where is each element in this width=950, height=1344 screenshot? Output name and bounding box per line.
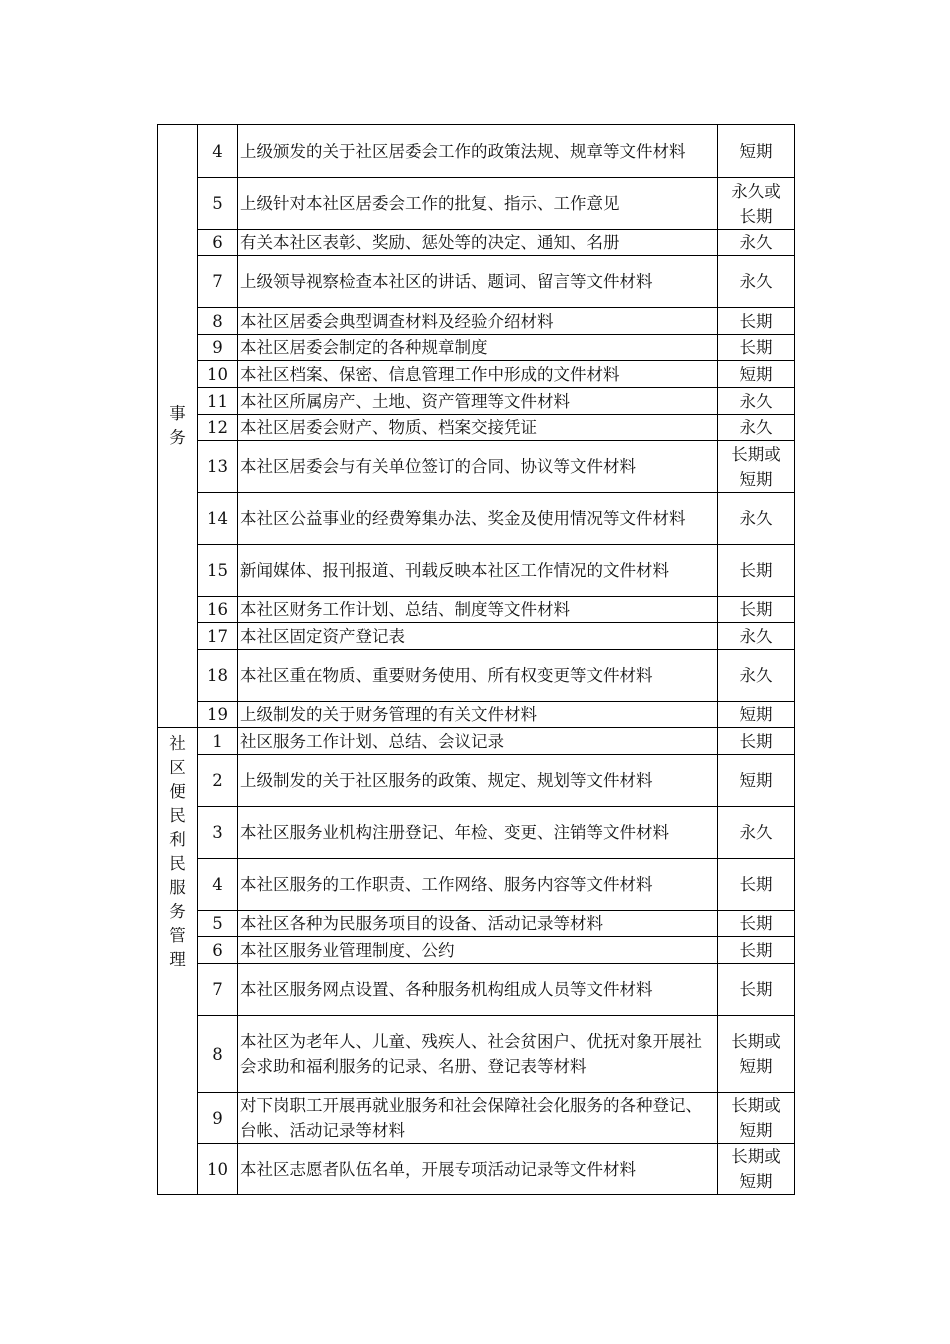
document-description: 本社区财务工作计划、总结、制度等文件材料 [238, 597, 718, 623]
records-retention-table [157, 124, 795, 1195]
retention-term: 永久 [718, 388, 795, 415]
table-row [158, 1144, 795, 1195]
table-row [158, 1016, 795, 1093]
table-row [158, 415, 795, 441]
retention-term: 长期 [718, 308, 795, 335]
table-row [158, 911, 795, 937]
row-number: 5 [198, 911, 238, 937]
table-row [158, 125, 795, 178]
table-row [158, 361, 795, 388]
retention-term: 长期 [718, 597, 795, 623]
row-number: 18 [198, 650, 238, 702]
row-number: 9 [198, 335, 238, 361]
document-description: 本社区居委会制定的各种规章制度 [238, 335, 718, 361]
document-description: 本社区固定资产登记表 [238, 623, 718, 650]
table-row [158, 441, 795, 493]
document-description: 本社区重在物质、重要财务使用、所有权变更等文件材料 [238, 650, 718, 702]
retention-term: 长期 [718, 728, 795, 755]
document-description: 上级制发的关于财务管理的有关文件材料 [238, 702, 718, 728]
table-row [158, 493, 795, 545]
retention-term: 长期或 短期 [718, 1144, 795, 1195]
document-description: 本社区服务的工作职责、工作网络、服务内容等文件材料 [238, 859, 718, 911]
row-number: 3 [198, 807, 238, 859]
row-number: 1 [198, 728, 238, 755]
table-row [158, 755, 795, 807]
row-number: 4 [198, 125, 238, 178]
retention-term: 短期 [718, 702, 795, 728]
table-row [158, 388, 795, 415]
retention-term: 永久 [718, 230, 795, 256]
retention-term: 长期 [718, 335, 795, 361]
retention-term: 长期 [718, 859, 795, 911]
retention-term: 永久 [718, 623, 795, 650]
retention-term: 短期 [718, 125, 795, 178]
retention-term: 长期 [718, 964, 795, 1016]
table-row [158, 807, 795, 859]
retention-term: 永久或 长期 [718, 178, 795, 230]
table-row [158, 859, 795, 911]
row-number: 9 [198, 1093, 238, 1144]
document-description: 本社区居委会与有关单位签订的合同、协议等文件材料 [238, 441, 718, 493]
document-description: 本社区档案、保密、信息管理工作中形成的文件材料 [238, 361, 718, 388]
row-number: 13 [198, 441, 238, 493]
row-number: 14 [198, 493, 238, 545]
row-number: 8 [198, 1016, 238, 1093]
row-number: 5 [198, 178, 238, 230]
retention-term: 短期 [718, 361, 795, 388]
document-description: 上级颁发的关于社区居委会工作的政策法规、规章等文件材料 [238, 125, 718, 178]
document-description: 社区服务工作计划、总结、会议记录 [238, 728, 718, 755]
row-number: 8 [198, 308, 238, 335]
table-row [158, 937, 795, 964]
document-description: 本社区居委会典型调查材料及经验介绍材料 [238, 308, 718, 335]
table-row [158, 256, 795, 308]
document-description: 上级制发的关于社区服务的政策、规定、规划等文件材料 [238, 755, 718, 807]
row-number: 2 [198, 755, 238, 807]
document-description: 上级针对本社区居委会工作的批复、指示、工作意见 [238, 178, 718, 230]
row-number: 6 [198, 937, 238, 964]
row-number: 15 [198, 545, 238, 597]
retention-term: 永久 [718, 415, 795, 441]
retention-term: 永久 [718, 807, 795, 859]
document-description: 本社区服务网点设置、各种服务机构组成人员等文件材料 [238, 964, 718, 1016]
document-description: 本社区服务业管理制度、公约 [238, 937, 718, 964]
row-number: 17 [198, 623, 238, 650]
table-row [158, 597, 795, 623]
table-row [158, 964, 795, 1016]
document-description: 上级领导视察检查本社区的讲话、题词、留言等文件材料 [238, 256, 718, 308]
table-row [158, 178, 795, 230]
row-number: 7 [198, 256, 238, 308]
retention-term: 长期或 短期 [718, 1016, 795, 1093]
table-row [158, 702, 795, 728]
table-body [158, 125, 795, 1195]
document-description: 对下岗职工开展再就业服务和社会保障社会化服务的各种登记、台帐、活动记录等材料 [238, 1093, 718, 1144]
table-row [158, 230, 795, 256]
retention-term: 长期或 短期 [718, 441, 795, 493]
row-number: 11 [198, 388, 238, 415]
row-number: 7 [198, 964, 238, 1016]
document-description: 新闻媒体、报刊报道、刊载反映本社区工作情况的文件材料 [238, 545, 718, 597]
document-description: 本社区为老年人、儿童、残疾人、社会贫困户、优抚对象开展社会求助和福利服务的记录、名册、登记表等材料 [238, 1016, 718, 1093]
table-row [158, 623, 795, 650]
category-cell: 事 务 [158, 125, 198, 728]
retention-term: 永久 [718, 256, 795, 308]
document-description: 本社区志愿者队伍名单，开展专项活动记录等文件材料 [238, 1144, 718, 1195]
retention-term: 短期 [718, 755, 795, 807]
row-number: 19 [198, 702, 238, 728]
document-description: 本社区服务业机构注册登记、年检、变更、注销等文件材料 [238, 807, 718, 859]
row-number: 10 [198, 1144, 238, 1195]
row-number: 12 [198, 415, 238, 441]
table-row [158, 650, 795, 702]
retention-term: 永久 [718, 650, 795, 702]
row-number: 16 [198, 597, 238, 623]
document-description: 本社区所属房产、土地、资产管理等文件材料 [238, 388, 718, 415]
row-number: 4 [198, 859, 238, 911]
table-row [158, 308, 795, 335]
row-number: 6 [198, 230, 238, 256]
table-row [158, 545, 795, 597]
retention-term: 长期 [718, 937, 795, 964]
document-description: 本社区各种为民服务项目的设备、活动记录等材料 [238, 911, 718, 937]
table-row [158, 728, 795, 755]
retention-term: 永久 [718, 493, 795, 545]
retention-term: 长期或 短期 [718, 1093, 795, 1144]
row-number: 10 [198, 361, 238, 388]
document-description: 本社区居委会财产、物质、档案交接凭证 [238, 415, 718, 441]
retention-term: 长期 [718, 911, 795, 937]
retention-term: 长期 [718, 545, 795, 597]
table-row [158, 1093, 795, 1144]
document-description: 本社区公益事业的经费筹集办法、奖金及使用情况等文件材料 [238, 493, 718, 545]
table-row [158, 335, 795, 361]
category-cell: 社 区 便 民 利 民 服 务 管 理 [158, 728, 198, 1195]
document-description: 有关本社区表彰、奖励、惩处等的决定、通知、名册 [238, 230, 718, 256]
